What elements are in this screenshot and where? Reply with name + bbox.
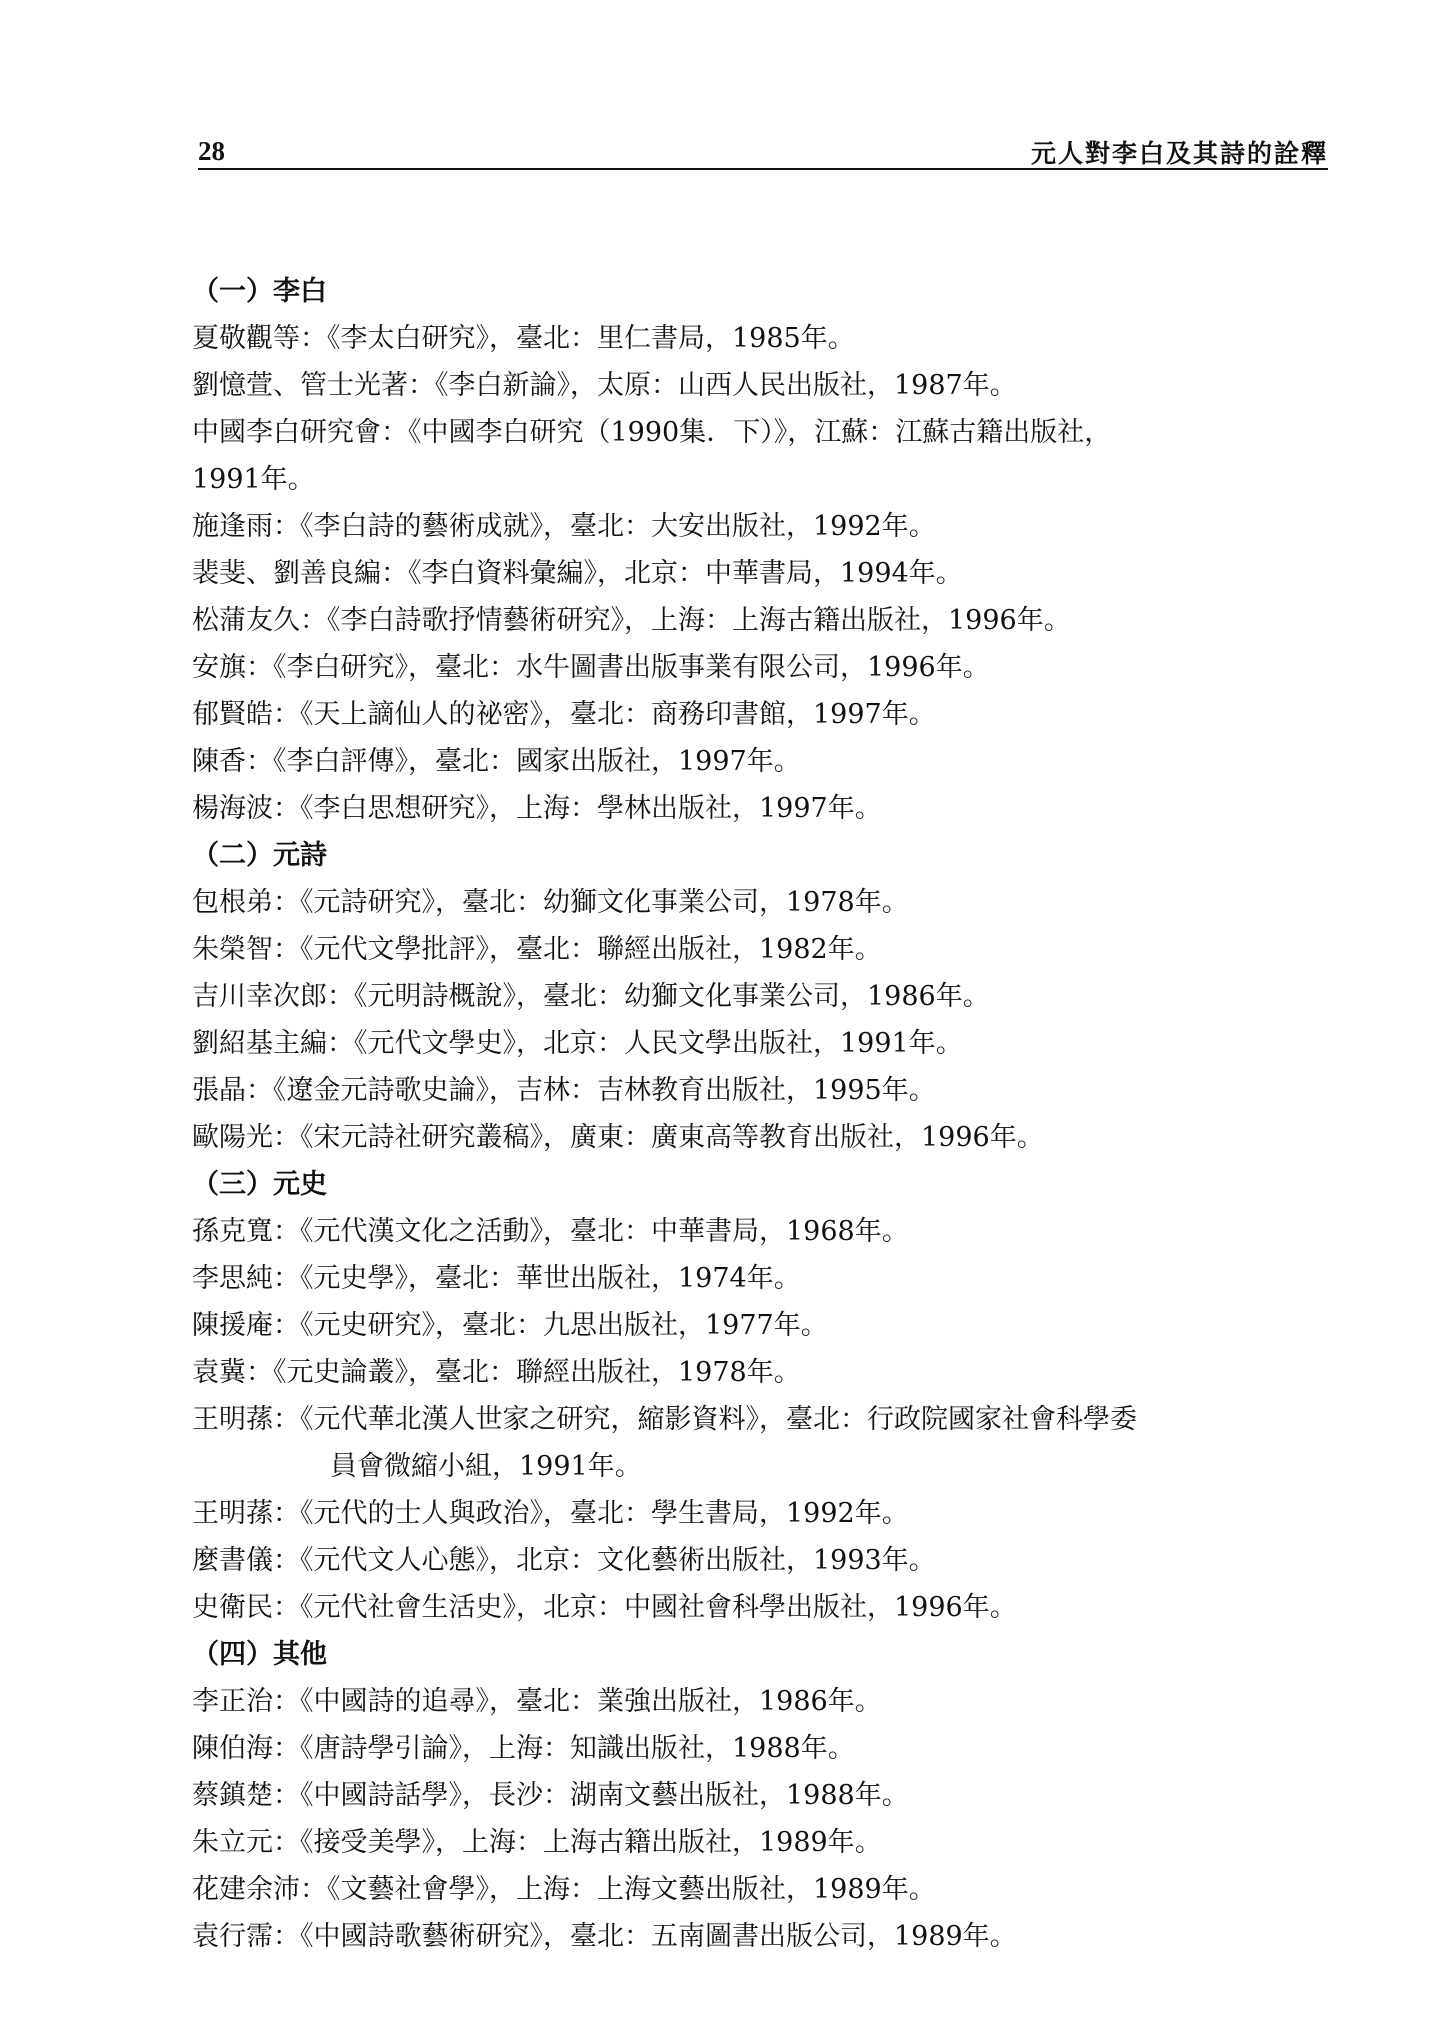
bibliography-entry: 朱榮智：《元代文學批評》，臺北：聯經出版社，1982年。 xyxy=(192,934,882,965)
bibliography-entry: 蔡鎮楚：《中國詩話學》，長沙：湖南文藝出版社，1988年。 xyxy=(192,1780,909,1811)
bibliography-entry: 袁冀：《元史論叢》，臺北：聯經出版社，1978年。 xyxy=(192,1357,801,1388)
page-header xyxy=(198,128,1328,166)
bibliography-entry: 王明蓀：《元代華北漢人世家之研究，縮影資料》，臺北：行政院國家社會科學委 xyxy=(192,1404,1137,1435)
bibliography-entry: 劉紹基主編：《元代文學史》，北京：人民文學出版社，1991年。 xyxy=(192,1028,963,1059)
bibliography-entry: 中國李白研究會：《中國李白研究（1990集．下）》，江蘇：江蘇古籍出版社， xyxy=(192,417,1112,448)
bibliography-entry: 朱立元：《接受美學》，上海：上海古籍出版社，1989年。 xyxy=(192,1827,882,1858)
bibliography-entry: 郁賢皓：《天上謫仙人的祕密》，臺北：商務印書館，1997年。 xyxy=(192,699,936,730)
bibliography-entry: 麼書儀：《元代文人心態》，北京：文化藝術出版社，1993年。 xyxy=(192,1545,936,1576)
section-heading: （四）其他 xyxy=(192,1639,327,1670)
running-title: 元人對李白及其詩的詮釋 xyxy=(1030,139,1328,168)
bibliography-entry: 歐陽光：《宋元詩社研究叢稿》，廣東：廣東高等教育出版社，1996年。 xyxy=(192,1122,1044,1153)
bibliography-entry: 孫克寬：《元代漢文化之活動》，臺北：中華書局，1968年。 xyxy=(192,1216,909,1247)
page-number: 28 xyxy=(198,136,225,166)
section-heading: （一）李白 xyxy=(192,276,327,307)
bibliography-entry-continuation: 1991年。 xyxy=(192,464,315,495)
bibliography-entry: 吉川幸次郎：《元明詩概說》，臺北：幼獅文化事業公司，1986年。 xyxy=(192,981,990,1012)
bibliography-entry-continuation: 員會微縮小組，1991年。 xyxy=(330,1451,642,1482)
bibliography-entry: 夏敬觀等：《李太白研究》，臺北：里仁書局，1985年。 xyxy=(192,323,855,354)
bibliography-entry: 陳伯海：《唐詩學引論》，上海：知識出版社，1988年。 xyxy=(192,1733,855,1764)
bibliography-entry: 花建余沛：《文藝社會學》，上海：上海文藝出版社，1989年。 xyxy=(192,1874,936,1905)
bibliography-entry: 史衛民：《元代社會生活史》，北京：中國社會科學出版社，1996年。 xyxy=(192,1592,1017,1623)
bibliography-entry: 裴斐、劉善良編：《李白資料彙編》，北京：中華書局，1994年。 xyxy=(192,558,963,589)
bibliography-entry: 王明蓀：《元代的士人與政治》，臺北：學生書局，1992年。 xyxy=(192,1498,909,1529)
section-heading: （三）元史 xyxy=(192,1169,327,1200)
bibliography-entry: 楊海波：《李白思想研究》，上海：學林出版社，1997年。 xyxy=(192,793,882,824)
bibliography-entry: 李思純：《元史學》，臺北：華世出版社，1974年。 xyxy=(192,1263,801,1294)
bibliography-entry: 陳香：《李白評傳》，臺北：國家出版社，1997年。 xyxy=(192,746,801,777)
bibliography-entry: 施逢雨：《李白詩的藝術成就》，臺北：大安出版社，1992年。 xyxy=(192,511,936,542)
bibliography-entry: 松蒲友久：《李白詩歌抒情藝術研究》，上海：上海古籍出版社，1996年。 xyxy=(192,605,1071,636)
bibliography-entry: 劉憶萱、管士光著：《李白新論》，太原：山西人民出版社，1987年。 xyxy=(192,370,1017,401)
bibliography-entry: 安旗：《李白研究》，臺北：水牛圖書出版事業有限公司，1996年。 xyxy=(192,652,990,683)
bibliography-entry: 李正治：《中國詩的追尋》，臺北：業強出版社，1986年。 xyxy=(192,1686,882,1717)
bibliography-entry: 袁行霈：《中國詩歌藝術研究》，臺北：五南圖書出版公司，1989年。 xyxy=(192,1921,1017,1952)
bibliography-entry: 包根弟：《元詩研究》，臺北：幼獅文化事業公司，1978年。 xyxy=(192,887,909,918)
bibliography-entry: 張晶：《遼金元詩歌史論》，吉林：吉林教育出版社，1995年。 xyxy=(192,1075,936,1106)
header-rule xyxy=(198,168,1328,170)
section-heading: （二）元詩 xyxy=(192,840,327,871)
bibliography xyxy=(192,268,1342,1960)
bibliography-entry: 陳援庵：《元史研究》，臺北：九思出版社，1977年。 xyxy=(192,1310,828,1341)
